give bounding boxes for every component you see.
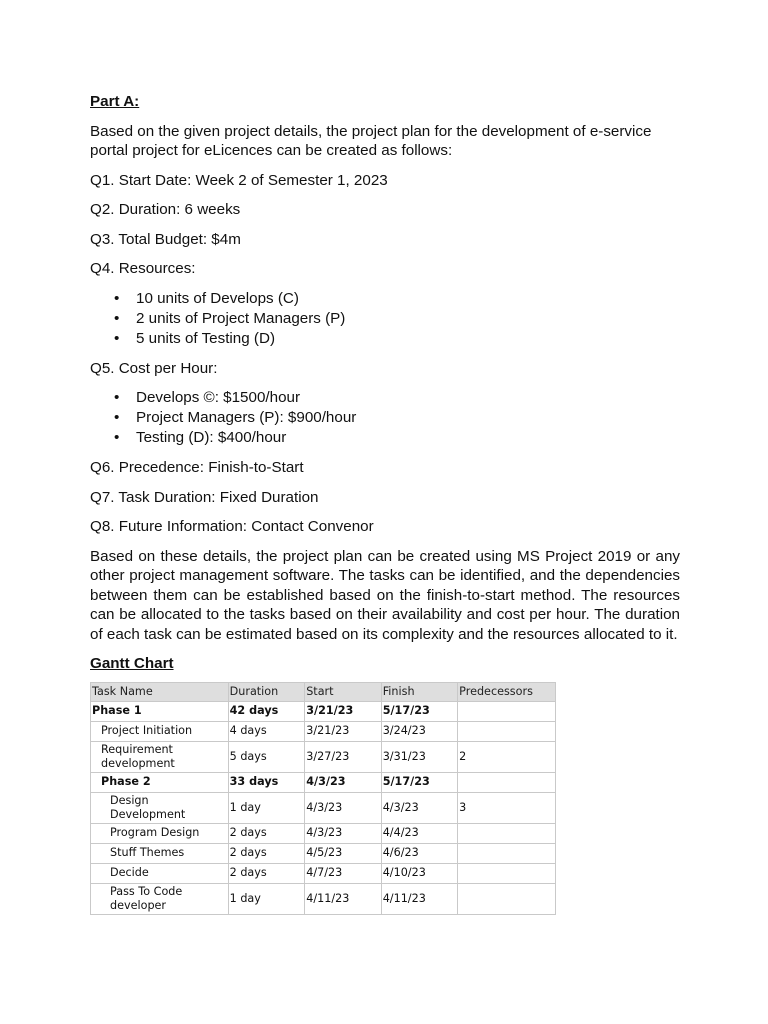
resources-list <box>90 289 680 349</box>
start-cell: 4/11/23 <box>305 883 381 914</box>
list-item <box>114 388 680 408</box>
duration-cell: 2 days <box>228 863 305 883</box>
task-name-cell: Decide <box>91 863 229 883</box>
q8-future-information: Q8. Future Information: Contact Convenor <box>90 518 374 535</box>
finish-cell: 4/6/23 <box>381 843 457 863</box>
table-row <box>91 701 556 721</box>
gantt-chart-heading: Gantt Chart <box>90 655 174 672</box>
bullet-icon: • <box>114 309 120 327</box>
predecessors-cell <box>458 721 556 741</box>
finish-cell: 5/17/23 <box>381 701 457 721</box>
predecessors-cell <box>458 883 556 914</box>
list-item <box>114 428 680 448</box>
bullet-icon: • <box>114 429 120 446</box>
start-cell: 4/5/23 <box>305 843 381 863</box>
duration-cell: 5 days <box>228 741 305 772</box>
start-cell: 4/3/23 <box>305 823 381 843</box>
bullet-icon: • <box>114 409 120 426</box>
q5-cost-per-hour: Q5. Cost per Hour: <box>90 359 218 377</box>
task-name-cell: Project Initiation <box>91 721 229 741</box>
table-row <box>91 883 556 914</box>
q7-task-duration: Q7. Task Duration: Fixed Duration <box>90 488 319 506</box>
document-page <box>90 92 680 915</box>
table-row <box>91 792 556 823</box>
predecessors-cell <box>458 823 556 843</box>
table-row <box>91 843 556 863</box>
finish-cell: 3/31/23 <box>381 741 457 772</box>
bullet-icon: • <box>114 329 120 347</box>
task-name-cell: Design Development <box>91 792 229 823</box>
predecessors-cell <box>458 772 556 792</box>
finish-cell: 5/17/23 <box>381 772 457 792</box>
summary-paragraph: Based on these details, the project plan can be created using MS Project 2019 or any other project management software. The tasks can be identified, and the dependencies between them can be established based on the finish-to-start method. The resources can be allocated to the tasks based on their availability and cost per hour. The duration of each task can be estimated based on its complexity and the resources allocated to it. <box>90 547 680 643</box>
start-cell: 3/27/23 <box>305 741 381 772</box>
part-a-heading: Part A: <box>90 93 140 110</box>
start-cell: 4/3/23 <box>305 772 381 792</box>
duration-cell: 42 days <box>228 701 305 721</box>
finish-cell: 4/11/23 <box>381 883 457 914</box>
finish-cell: 4/4/23 <box>381 823 457 843</box>
list-item <box>114 408 680 428</box>
task-name-cell: Requirement development <box>91 741 229 772</box>
start-cell: 3/21/23 <box>305 701 381 721</box>
start-cell: 4/3/23 <box>305 792 381 823</box>
task-name-cell: Phase 1 <box>91 701 229 721</box>
table-row <box>91 772 556 792</box>
task-name-cell: Stuff Themes <box>91 843 229 863</box>
task-name-cell: Pass To Code developer <box>91 883 229 914</box>
list-item <box>114 329 680 349</box>
gantt-table <box>90 682 556 915</box>
q4-resources: Q4. Resources: <box>90 260 196 277</box>
q2-duration: Q2. Duration: 6 weeks <box>90 201 241 218</box>
list-item-text: Develops ©: $1500/hour <box>136 389 301 406</box>
list-item-text: Project Managers (P): $900/hour <box>136 409 357 426</box>
duration-cell: 33 days <box>228 772 305 792</box>
finish-cell: 4/3/23 <box>381 792 457 823</box>
bullet-icon: • <box>114 389 120 406</box>
intro-paragraph: Based on the given project details, the project plan for the development of e-service portal project for eLicences can be created as follows: <box>90 122 652 159</box>
task-name-cell: Phase 2 <box>91 772 229 792</box>
list-item-text: 10 units of Develops (C) <box>136 289 299 307</box>
duration-cell: 1 day <box>228 883 305 914</box>
predecessors-cell <box>458 701 556 721</box>
header-task-name: Task Name <box>91 682 229 701</box>
list-item <box>114 289 680 309</box>
table-row <box>91 741 556 772</box>
table-header-row <box>91 682 556 701</box>
duration-cell: 1 day <box>228 792 305 823</box>
duration-cell: 4 days <box>228 721 305 741</box>
predecessors-cell <box>458 863 556 883</box>
finish-cell: 3/24/23 <box>381 721 457 741</box>
predecessors-cell <box>458 843 556 863</box>
header-finish: Finish <box>381 682 457 701</box>
header-start: Start <box>305 682 381 701</box>
list-item-text: 2 units of Project Managers (P) <box>136 309 346 327</box>
header-duration: Duration <box>228 682 305 701</box>
q1-start-date: Q1. Start Date: Week 2 of Semester 1, 2023 <box>90 171 388 189</box>
table-row <box>91 823 556 843</box>
q6-precedence: Q6. Precedence: Finish-to-Start <box>90 459 304 476</box>
table-row <box>91 721 556 741</box>
list-item <box>114 309 680 329</box>
predecessors-cell: 3 <box>458 792 556 823</box>
start-cell: 3/21/23 <box>305 721 381 741</box>
cost-list <box>90 388 680 448</box>
predecessors-cell: 2 <box>458 741 556 772</box>
duration-cell: 2 days <box>228 823 305 843</box>
list-item-text: 5 units of Testing (D) <box>136 329 275 347</box>
q3-total-budget: Q3. Total Budget: $4m <box>90 230 241 248</box>
task-name-cell: Program Design <box>91 823 229 843</box>
finish-cell: 4/10/23 <box>381 863 457 883</box>
header-predecessors: Predecessors <box>458 682 556 701</box>
start-cell: 4/7/23 <box>305 863 381 883</box>
duration-cell: 2 days <box>228 843 305 863</box>
list-item-text: Testing (D): $400/hour <box>136 429 287 446</box>
bullet-icon: • <box>114 289 120 307</box>
table-row <box>91 863 556 883</box>
